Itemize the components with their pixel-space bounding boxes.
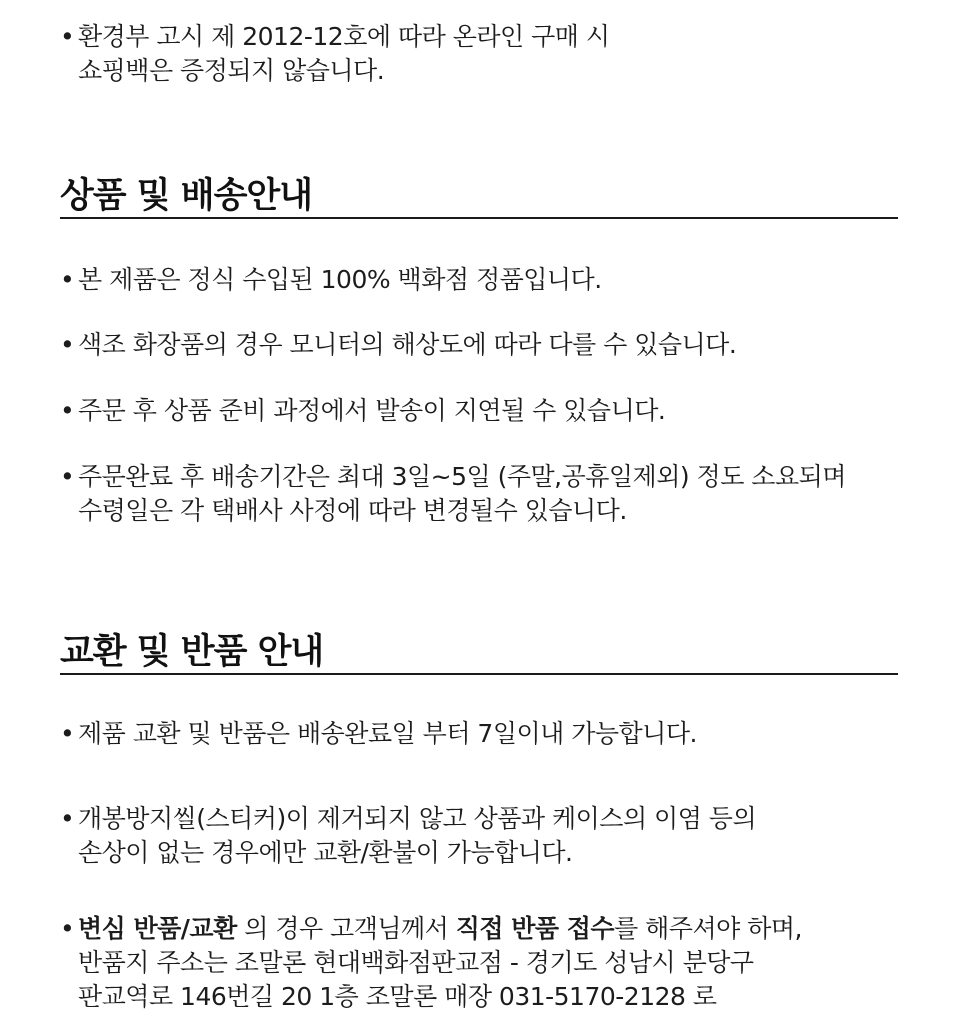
shipping-section-title: 상품 및 배송안내: [60, 176, 313, 216]
direct-return-label: 직접 반품 접수: [455, 914, 615, 943]
notice-line-1: 환경부 고시 제 2012-12호에 따라 온라인 구매 시: [78, 22, 610, 51]
bullet-dot: •: [60, 804, 75, 833]
return-address-line-2: 판교역로 146번길 20 1층 조말론 매장 031-5170-2128 로: [78, 982, 717, 1011]
list-item-text: 본 제품은 정식 수입된 100% 백화점 정품입니다.: [78, 265, 602, 294]
bullet-dot: •: [60, 719, 75, 748]
list-item: [60, 263, 900, 297]
returns-section-title: 교환 및 반품 안내: [60, 632, 324, 672]
list-item-text: 색조 화장품의 경우 모니터의 해상도에 따라 다를 수 있습니다.: [78, 330, 737, 359]
return-address-line-1: 반품지 주소는 조말론 현대백화점판교점 - 경기도 성남시 분당구: [78, 948, 754, 977]
list-item-text: 제품 교환 및 반품은 배송완료일 부터 7일이내 가능합니다.: [78, 719, 697, 748]
list-item-text: 주문 후 상품 준비 과정에서 발송이 지연될 수 있습니다.: [78, 396, 666, 425]
bullet-dot: •: [60, 396, 75, 425]
list-item: [60, 328, 900, 362]
list-item: [60, 460, 900, 528]
list-item-text: 개봉방지씰(스티커)이 제거되지 않고 상품과 케이스의 이염 등의: [78, 804, 757, 833]
list-item: [60, 717, 900, 751]
bullet-dot: •: [60, 330, 75, 359]
bullet-dot: •: [60, 265, 75, 294]
notice-line-2: 쇼핑백은 증정되지 않습니다.: [78, 56, 385, 85]
bullet-dot: •: [60, 462, 75, 491]
returns-section-divider: [60, 673, 898, 675]
return-method-text-end: 를 해주셔야 하며,: [614, 914, 802, 943]
shipping-section-divider: [60, 217, 898, 219]
list-item-text: 수령일은 각 택배사 사정에 따라 변경될수 있습니다.: [78, 496, 627, 525]
list-item-text: 주문완료 후 배송기간은 최대 3일~5일 (주말,공휴일제외) 정도 소요되며: [78, 462, 846, 491]
list-item: [60, 802, 900, 870]
bullet-dot: •: [60, 22, 75, 51]
list-item: [60, 394, 900, 428]
return-method-line: [78, 912, 900, 946]
return-method-text: 의 경우 고객님께서: [236, 914, 456, 943]
list-item-text: 손상이 없는 경우에만 교환/환불이 가능합니다.: [78, 838, 573, 867]
bullet-dot: •: [60, 914, 75, 943]
return-address-item: [60, 912, 900, 1014]
shopping-bag-notice: [60, 20, 900, 88]
change-of-mind-label: 변심 반품/교환: [78, 914, 237, 943]
